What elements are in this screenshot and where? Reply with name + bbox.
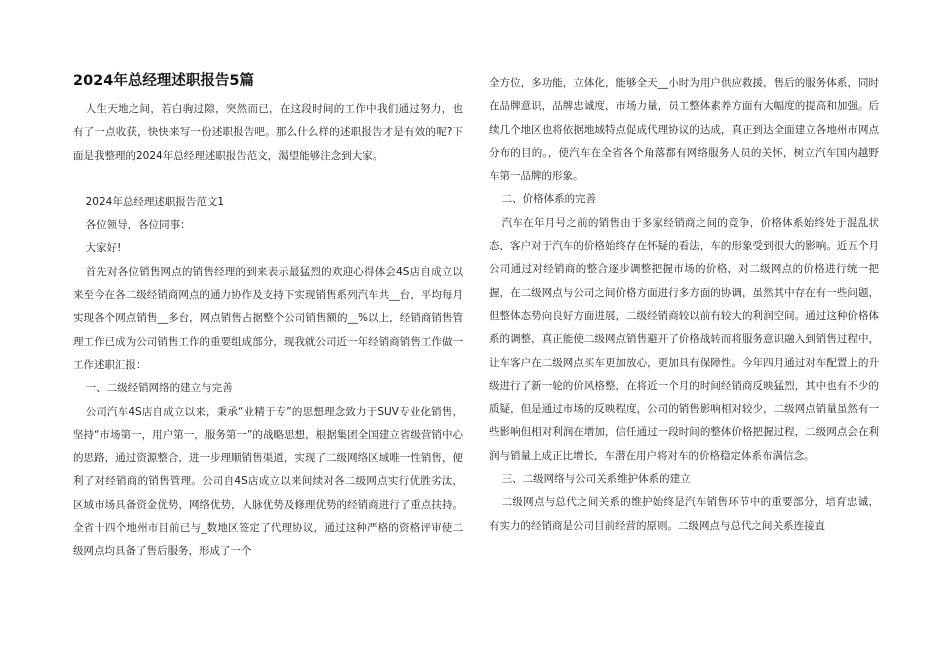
spacer xyxy=(73,168,463,191)
section-heading-1: 一、二级经销网络的建立与完善 xyxy=(85,382,233,395)
intro-paragraph: 人生天地之间，若白驹过隙，突然而已，在这段时间的工作中我们通过努力，也有了一点收获，快快来写一份述职报告吧。那么什么样的述职报告才是有效的呢?下面是我整理的2024年总经理述职报告范文，渴望能够注念到大家。 xyxy=(73,103,463,162)
paragraph-3: 汽车在年月号之前的销售由于多家经销商之间的竞争，价格体系始终处于混乱状态，客户对于汽车的价格始终存在怀疑的看法，车的形象受到很大的影响。近五个月公司通过对经销商的整合逐步调整把握市场的价格，对二级网点的价格进行统一把握，在二级网点与公司之间价格方面进行多方面的协调，虽然其中存在有一些问题，但整体态势向良好方面进展，二级经销商较以前有较大的利润空间。通过这种价格体系的调整，真正能使二级网点销售避开了价格战转而将服务意识融入到销售过程中，让车客户在二级网点买车更加放心，更加具有保障性。今年四月通过对车配置上的升级进行了新一轮的价风格整，在将近一个月的时间经销商反映猛烈，其中也有不少的质疑，但是通过市场的反映程度，公司的销售影响相对较少，二级网点销量虽然有一些影响但相对利润在增加，信任通过一段时间的整体价格把握过程，二级网点会在利润与销量上成正比增长，车潜在用户将对车的价格稳定体系布满信念。 xyxy=(489,216,879,462)
right-column xyxy=(489,72,879,538)
greeting: 各位领导，各位同事： xyxy=(85,219,191,232)
paragraph-1: 首先对各位销售网点的销售经理的到来表示最猛烈的欢迎心得体会4S店自成立以来至今在各二级经销商网点的通力协作及支持下实现销售系列汽车共__台，平均每月实现各个网点销售__多台，网点销售占据整个公司销售额的__%以上，经销商销售管理工作已成为公司销售工作的重要组成部分，现我就公司近一年经销商销售工作做一工作述职汇报： xyxy=(73,265,463,371)
left-column xyxy=(73,70,463,564)
document-title: 2024年总经理述职报告5篇 xyxy=(73,73,254,89)
sample-title: 2024年总经理述职报告范文1 xyxy=(85,195,224,208)
paragraph-continued: 全方位，多功能，立体化，能够全天__小时为用户供应救援，售后的服务体系，同时在品牌意识，品牌忠诚度，市场力量，员工整体素养方面有大幅度的提高和加强。后续几个地区也将依据地域特点促成代理协议的达成，真正到达全面建立各地州市网点分布的目的。，使汽车在全省各个角落都有网络服务人员的关怀，树立汽车国内越野车第一品牌的形象。 xyxy=(489,77,879,183)
hello-line: 大家好! xyxy=(85,242,122,255)
section-heading-3: 三、二级网络与公司关系维护体系的建立 xyxy=(501,473,691,486)
paragraph-4: 二级网点与总代之间关系的维护始终是汽车销售环节中的重要部分，培育忠诚，有实力的经销商是公司目前经营的原则。二级网点与总代之间关系连接直 xyxy=(489,496,879,532)
section-heading-2: 二、价格体系的完善 xyxy=(501,193,597,206)
paragraph-2: 公司汽车4S店自成立以来，秉承“业精于专”的思想理念致力于SUV专业化销售，坚持“市场第一，用户第一，服务第一”的战略思想，根据集团全国建立省级营销中心的思路，通过资源整合，进一步理顺销售渠道，实现了二级网络区域唯一性销售，便利了对经销商的销售管理。公司自4S店成立以来间续对各二级网点实行优胜劣汰，区域市场具备资金优势，网络优势，人脉优势及修理优势的经销商进行了重点扶持。全省十四个地州市目前已与_数地区签定了代理协议，通过这种严格的资格评审使二级网点均具备了售后服务，形成了一个 xyxy=(73,405,463,558)
